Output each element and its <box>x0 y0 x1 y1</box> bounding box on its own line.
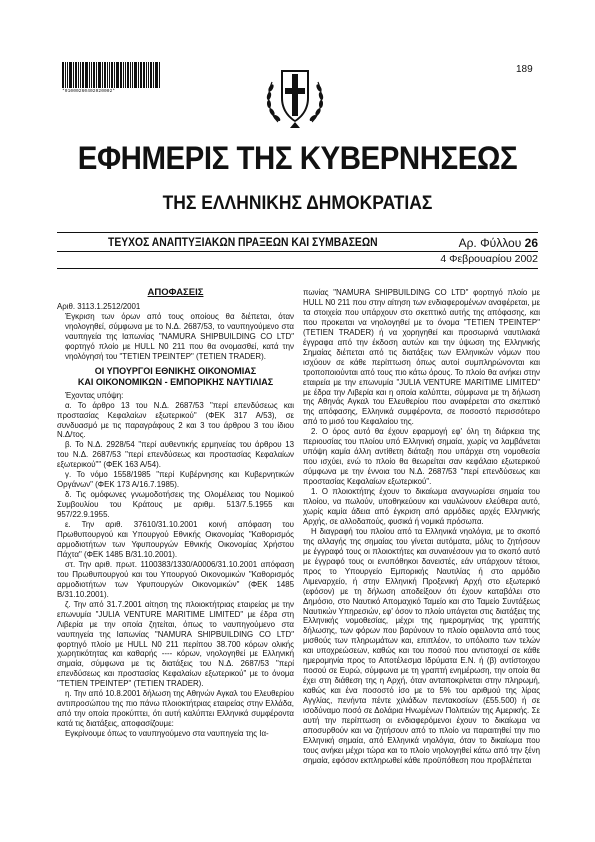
issue-number <box>459 236 538 250</box>
section-heading: ΑΠΟΦΑΣΕΙΣ <box>147 287 204 298</box>
authority-line-1: ΟΙ ΥΠΟΥΡΓΟΙ ΕΘΝΙΚΗΣ ΟΙΚΟΝΟΜΙΑΣ <box>94 365 257 376</box>
header-mid-rule <box>57 251 538 252</box>
barcode-bar <box>91 62 92 88</box>
barcode-bar <box>104 62 106 88</box>
header-top-rule <box>57 232 538 233</box>
barcode-bar <box>69 62 72 88</box>
issue-label: Αρ. Φύλλου <box>458 236 522 250</box>
paragraph: πωνίας "NAMURA SHIPBUILDING CO LTD" φορτηγό πλοίο με HULL N0 211 που στην αίτηση των ενδιαφερομένων αναφέρεται, με τα στοιχεία που υπάρχουν στο σκεπτικό αυτής της απόφασης, και που προκειται να νηολογηθεί με το όνομα "TETIEN TPEINTEP" (TETIEN TRADER) ή να χορηγηθεί και προσωρινά ναυτιλιακά έγγραφα από την έκδοση αυτών και την ύψωση της Ελληνικής Σημαίας διέπεται από τις διατάξεις των Ελληνικών νόμων που ισχύουν σε κάθε περίπτωση όπως αυτοί συμπληρώνονται και τροποποιούνται από τους πιο κάτω όρους. Το πλοίο θα ανήκει στην εταιρεία με την επωνυμία "JULIA VENTURE MARITIME LIMITED" με έδρα την Λιβερία και η οποία καλύπτει, σύμφωνα με τη δήλωση της Αθηνάς Αγκαλ του Ελευθερίου που αναφέρεται στο σκεπτικό της απόφασης, Ελληνικά συμφέροντα, σε ποσοστό περισσότερο από το μισό του Κεφαλαίου της. <box>303 288 540 427</box>
paragraph: α. Το άρθρο 13 του Ν.Δ. 2687/53 "περί επενδύσεως και προστασίας Κεφαλαίων εξωτερικού" (ΦΕΚ 317 Α/53), σε συνδυασμό με τις παραγράφους 2 και 3 του άρθρου 3 του ίδιου Ν.Δ/τος. <box>57 400 294 440</box>
barcode-bar <box>132 62 133 88</box>
paragraph: στ. Την αριθ. πρωτ. 1100383/1330/Α0006/31.10.2001 απόφαση του Πρωθυπουργού και του Υπουργού Οικονομικών "Καθορισμός αρμοδιοτήτων των Υφυπουργών Οικονομικών" (ΦΕΚ 1485 Β/31.10.2001). <box>57 559 294 599</box>
barcode-bar <box>140 62 142 88</box>
paragraph: η. Την από 10.8.2001 δήλωση της Αθηνών Αγκαλ του Ελευθερίου αντιπροσώπου της πιο πάνω πλοιοκτήτριας εταιρείας στην Ελλάδα, από την οποία προκύπτει, ότι αυτή καλύπτει Ελληνικά συμφέροντα κατά τις διατάξεις, αποφασίζουμε: <box>57 689 294 729</box>
barcode-digits: *01000260402020002* <box>62 89 116 94</box>
barcode-bar <box>159 62 160 88</box>
decision-subject: Έγκριση των όρων από τους οποίους θα διέπεται, όταν νηολογηθεί, σύμφωνα με το Ν.Δ. 2687/53, το ναυπηγούμενο στα ναυπηγεία της Ιαπωνίας "NAMURA SHIPBUILDING CO LTD" φορτηγό πλοίο με HULL N0 211 που θα ονομασθεί, κατά την νηολόγησή του "TETIEN TPEINTEP" (TETIEN TRADER). <box>65 311 294 361</box>
barcode-bar <box>153 62 154 88</box>
gazette-title: ΕΦΗΜΕΡΙΣ ΤΗΣ ΚΥΒΕΡΝΗΣΕΩΣ <box>77 140 518 176</box>
barcode-bar <box>116 62 119 88</box>
barcode-bar <box>93 62 95 88</box>
barcode-bar <box>134 62 137 88</box>
barcode-bar <box>130 62 131 88</box>
barcode-bar <box>148 62 149 88</box>
barcode-bar <box>98 62 101 88</box>
barcode-bar <box>109 62 110 88</box>
barcode-bar <box>146 62 147 88</box>
paragraph: γ. Το νόμο 1558/1985 "περί Κυβέρνησης και Κυβερνητικών Οργάνων" (ΦΕΚ 173 Α/16.7.1985). <box>57 470 294 490</box>
left-column <box>57 288 294 739</box>
barcode-bar <box>96 62 97 88</box>
series-title: ΤΕΥΧΟΣ ΑΝΑΠΤΥΞΙΑΚΩΝ ΠΡΑΞΕΩΝ ΚΑΙ ΣΥΜΒΑΣΕΩΝ <box>108 237 378 249</box>
barcode-bar <box>75 62 77 88</box>
barcode-bar <box>143 62 145 88</box>
issue-date: 4 Φεβρουαρίου 2002 <box>440 253 538 265</box>
paragraph: Έχοντας υπόψη: <box>65 390 124 400</box>
barcode-bar <box>114 62 115 88</box>
barcode-bar <box>125 62 126 88</box>
barcode-bar <box>127 62 129 88</box>
paragraph: δ. Τις ομόφωνες γνωμοδοτήσεις της Ολομέλειας του Νομικού Συμβουλίου του Κράτους με αριθμ. 513/7.5.1955 και 957/22.9.1955. <box>57 490 294 520</box>
right-column <box>303 288 540 766</box>
barcode-bar <box>102 62 103 88</box>
barcode-bar <box>67 62 68 88</box>
barcode-bar <box>89 62 90 88</box>
barcode-bar <box>80 62 81 88</box>
paragraph: 2. Ο όρος αυτό θα έχουν εφαρμογή εφ' όλη τη διάρκεια της περιουσίας του πλοίου υπό Ελληνική σημαία, χωρίς να λαμβάνεται υπόψη καμία άλλη αντίθετη διάταξη που υπάρχει στη νομοθεσία που ισχύει, ενώ το πλοίο θα θεωρείται σαν κεφάλαιο εξωτερικού σύμφωνα με την έννοια του Ν.Δ. 2687/53 "περί επενδύσεως και προστασίας Κεφαλαίων εξωτερικού". <box>303 427 540 487</box>
barcode-bar <box>138 62 139 88</box>
barcode-bar <box>107 62 108 88</box>
barcode-bar <box>73 62 74 88</box>
page-number: 189 <box>516 64 533 75</box>
barcode-bar <box>82 62 84 88</box>
paragraph: β. Το Ν.Δ. 2928/54 "περί αυθεντικής ερμηνείας του άρθρου 13 του Ν.Δ. 2687/53 "περί επενδύσεως και προστασίας Κεφαλαίων εξωτερικού"" (ΦΕΚ 163 Α/54). <box>57 440 294 470</box>
paragraph: ε. Την αριθ. 37610/31.10.2001 κοινή απόφαση του Πρωθυπουργού και Υπουργού Εθνικής Οικονομίας "Καθορισμός αρμοδιοτήτων των Υφυπουργών Εθνικής Οικονομίας Χρήστου Πάχτα" (ΦΕΚ 1485 Β/31.10.2001). <box>57 520 294 559</box>
paragraph: ζ. Την από 31.7.2001 αίτηση της πλοιοκτήτριας εταιρείας με την επωνυμία "JULIA VENTURE MARITIME LIMITED" με έδρα στη Λιβερία με την οποία ζητείται, όπως το ναυπηγούμενο στα ναυπηγεία της Ιαπωνίας "NAMURA SHIPBUILDING CO LTD" φορτηγό πλοίο με HULL N0 211 περίπου 38.700 κόρων ολικής χωρητικότητας και καθαρής ---- κόρων, νηολογηθεί με Ελληνική σημαία, σύμφωνα με τις διατάξεις του Ν.Δ. 2687/53 "περί επενδύσεως και προστασίας Κεφαλαίων εξωτερικού" με το όνομα "TETIEN TPEINTEP" (TETIEN TRADER). <box>57 599 294 689</box>
gazette-subtitle: ΤΗΣ ΕΛΛΗΝΙΚΗΣ ΔΗΜΟΚΡΑΤΙΑΣ <box>162 193 433 214</box>
barcode-bar <box>155 62 158 88</box>
barcode-bar <box>111 62 113 88</box>
barcode-bar <box>65 62 66 88</box>
issue-value: 26 <box>524 236 538 250</box>
barcode-bar <box>85 62 88 88</box>
authority-line-2: ΚΑΙ ΟΙΚΟΝΟΜΙΚΩΝ - ΕΜΠΟΡΙΚΗΣ ΝΑΥΤΙΛΙΑΣ <box>77 376 274 387</box>
paragraph: Εγκρίνουμε όπως το ναυπηγούμενο στα ναυπηγεία της Ια- <box>65 729 269 739</box>
barcode-bar <box>78 62 79 88</box>
decision-number: Αριθ. 3113.1.2512/2001 <box>57 301 141 311</box>
barcode-bar <box>120 62 122 88</box>
barcode <box>62 62 162 88</box>
paragraph: Η διαγραφή του πλοίου από τα Ελληνικά νηολόγια, με το σκοπό της αλλαγής της σημαίας του γίνεται αυτόματα, μόλις το ζητήσουν με έγγραφό τους οι πλοιοκτήτες και συναινέσουν για το σκοπό αυτό με έγγραφό τους οι ενυπόθηκοι δανειστές, εάν υπάρχουν τέτοιοι, προς το Υπουργείο Εμπορικής Ναυτιλίας ή στο αρμόδιο Λιμεναρχείο, ή στην Ελληνική Προξενική Αρχή στο εξωτερικό (εφόσον) με τη δήλωση αποδείξουν ότι έχουν καταβάλει στο Δημόσιο, στο Ναυτικό Απομαχικό Ταμείο και στο Ταμείο Συντάξεως Ναυτικών Υπηρεσιών, εφ' όσον το πλοίο υπάγεται στις διατάξεις της Ελληνικής νομοθεσίας, μέχρι της ημερομηνίας της γραπτής δήλωσης, των φόρων που βαρύνουν το πλοίο οφειλοντα από τους μισθούς των πληρωμάτων και, επιπλέον, το υπόλοιπο των τελών και υποχρεώσεων, καθώς και του ποσού που αντιστοιχεί σε κάθε ημερομηνία προς το Αποτέλεσμα Ιδρύματα Ε.Ν. ή (β) αντίστοιχου ποσού σε Ευρώ, σύμφωνα με τη γραπτή ενημέρωση, την οποία θα έχει στη διάθεση της η Αρχή, όταν ανταποκρίνεται στην πληρωμή, καθώς και ένα ποσοστό ίσο με το 5% του αριθμού της λίρας Αγγλίας, πενήντα πέντε χιλιάδων πεντακοσίων (£55.500) ή σε ισοδύναμο ποσό σε Δολάρια Ηνωμένων Πολιτειών της Αμερικής. Σε αυτή την περίπτωση οι ενδιαφερόμενοι έχουν το δικαίωμα να αποσυρθούν και να ζητήσουν από το πλοίο να παραιτηθεί την πιο Ελληνική σημαία, από Ελληνικά νηολόγια, όταν το δικαίωμα που τους ανήκει μέχρι τώρα και το πλοίο νηολογηθεί κάτω από την ξένη σημαία, εφόσον εκπληρωθεί κάθε προϋπόθεση που προβλέπεται <box>303 526 540 765</box>
barcode-bar <box>62 62 64 88</box>
paragraph: 1. Ο πλοιοκτήτης έχουν το δικαίωμα αναγνωρίσει σημαία του πλοίου, να πωλούν, υποθηκεύουν και ναυλώνουν ελεύθερα αυτό, χωρίς καμία άδεια από έγκριση από αρμόδιες αρχές Ελληνικής Αρχής, σε αλλοδαπούς, φυσικά ή νομικά πρόσωπα. <box>303 487 540 526</box>
coat-of-arms-emblem <box>262 60 328 132</box>
barcode-bar <box>123 62 124 88</box>
barcode-bar <box>150 62 152 88</box>
header-bottom-rule <box>57 268 538 269</box>
